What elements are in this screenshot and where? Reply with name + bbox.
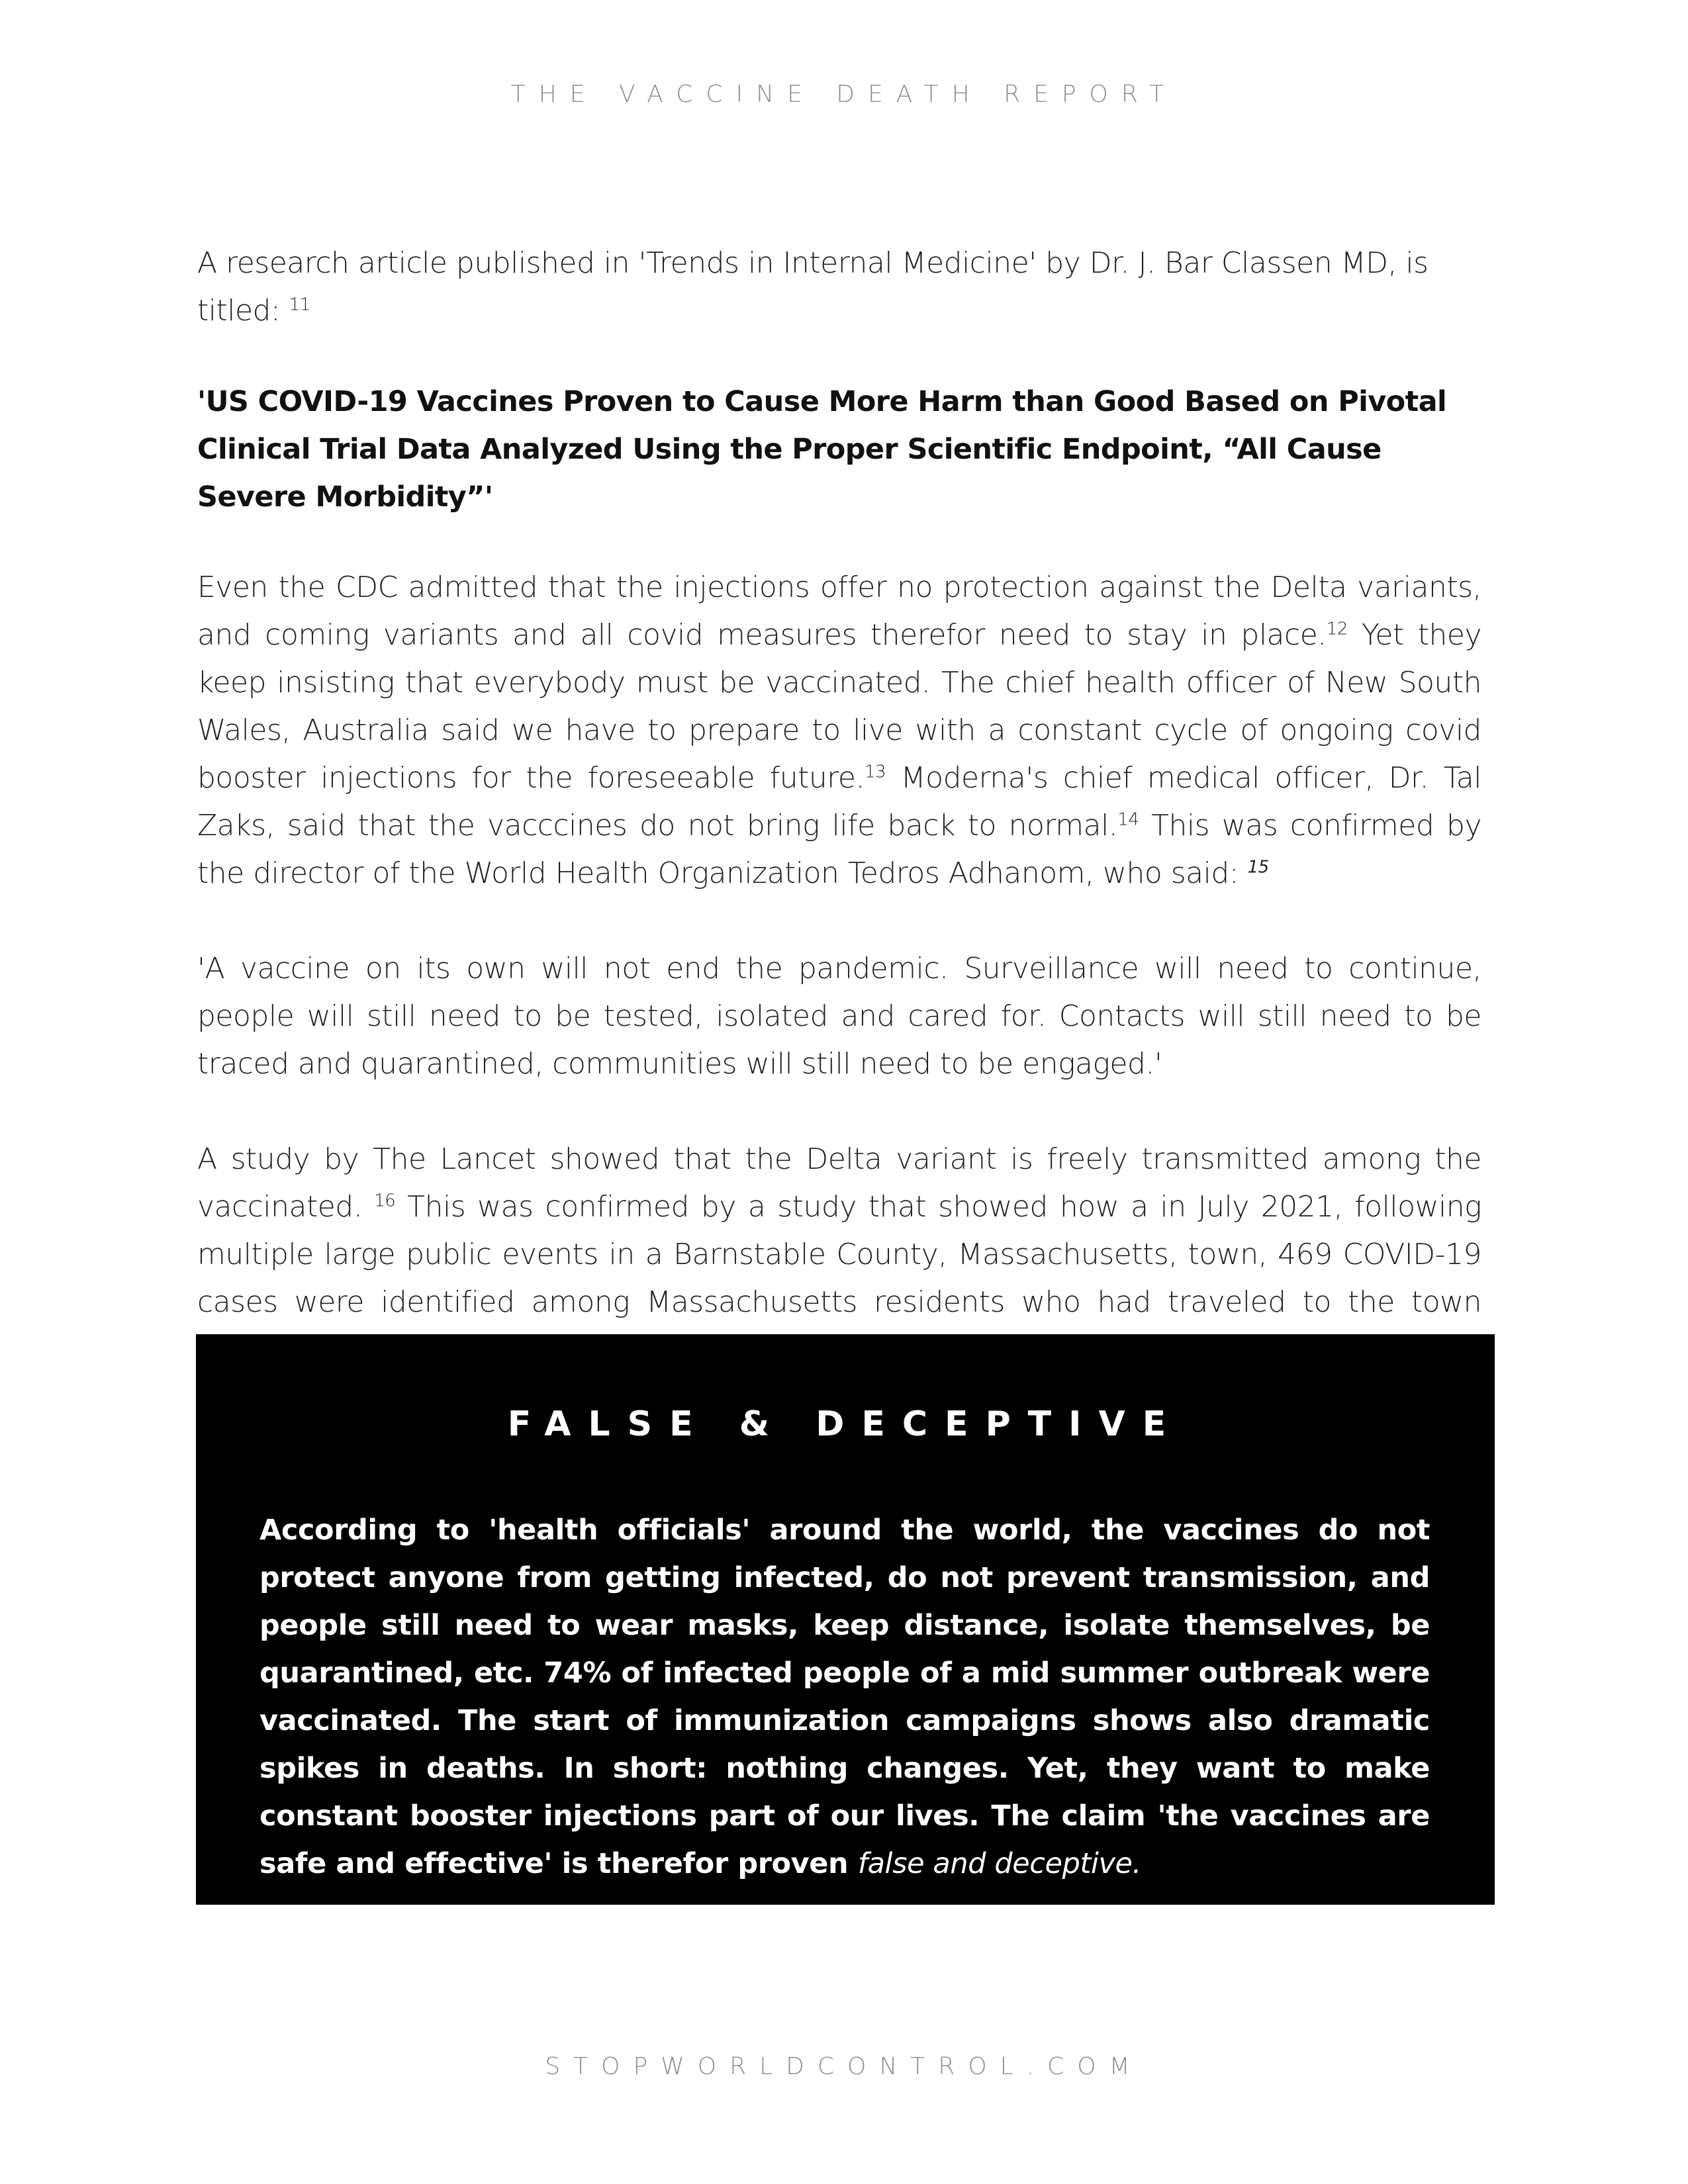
callout-title: FALSE & DECEPTIVE	[507, 1404, 1184, 1444]
intro-text: A research article published in 'Trends in Internal Medicine' by Dr. J. Bar Classen MD, is titled:	[197, 246, 1429, 328]
paragraph-cdc	[197, 564, 1481, 897]
callout-body	[259, 1506, 1430, 1888]
who-quote: 'A vaccine on its own will not end the pandemic. Surveillance will need to continue, people will still need to be tested, isolated and cared for. Contacts will still need to be traced and quarantined, communities will still need to be engaged.'	[197, 952, 1481, 1081]
footnote-ref-11: 11	[289, 295, 310, 315]
intro-paragraph	[197, 240, 1481, 335]
false-deceptive-callout	[196, 1334, 1495, 1905]
callout-body-text: According to 'health officials' around the world, the vaccines do not protect anyone from getting infected, do not prevent transmission, and people still need to wear masks, keep distance, isolate themselves, be quarantined, etc. 74% of infected people of a mid summer outbreak were vaccinated. The start of immunization campaigns shows also dramatic spikes in deaths. In short: nothing changes. Yet, they want to make constant booster injections part of our lives. The claim 'the vaccines are safe and effective' is therefor proven	[259, 1514, 1430, 1880]
footnote-ref-16: 16	[374, 1191, 396, 1211]
paragraph-lancet-s2: This was confirmed by a study that showed how a in July 2021, following multiple large public events in a Barnstable County, Massachusetts, town, 469 COVID-19 cases were identified among Massachusetts residents who had traveled to the town	[197, 1190, 1481, 1319]
footnote-ref-15: 15	[1247, 857, 1269, 878]
paragraph-cdc-s4: This was confirmed by the director of the World Health Organization Tedros Adhanom, who said:	[197, 809, 1482, 890]
article-title: 'US COVID-19 Vaccines Proven to Cause More Harm than Good Based on Pivotal Clinical Trial Data Analyzed Using the Proper Scientific Endpoint, “All Cause Severe Morbidity”'	[197, 385, 1447, 514]
footnote-ref-14: 14	[1117, 809, 1139, 830]
paragraph-cdc-s1: Even the CDC admitted that the injections offer no protection against the Delta variants, and coming variants and all covid measures therefor need to stay in place.	[197, 570, 1481, 652]
footnote-ref-13: 13	[864, 762, 886, 782]
footer-site: STOPWORLDCONTROL.COM	[545, 2053, 1143, 2080]
paragraph-cdc-s2: Yet they keep insisting that everybody must be vaccinated. The chief health officer of New South Wales, Australia said we have to prepare to live with a constant cycle of ongoing covid booster injections for the foreseeable future.	[197, 618, 1482, 795]
paragraph-cdc-s3: Moderna's chief medical officer, Dr. Tal Zaks, said that the vacccines do not bring life back to normal.	[197, 761, 1481, 842]
paragraph-lancet-s1: A study by The Lancet showed that the Delta variant is freely transmitted among the vaccinated.	[197, 1142, 1481, 1224]
footnote-ref-12: 12	[1326, 619, 1348, 639]
running-header: THE VACCINE DEATH REPORT	[510, 81, 1178, 108]
callout-emphasis: false and deceptive.	[857, 1847, 1141, 1880]
main-content	[197, 240, 1481, 1374]
